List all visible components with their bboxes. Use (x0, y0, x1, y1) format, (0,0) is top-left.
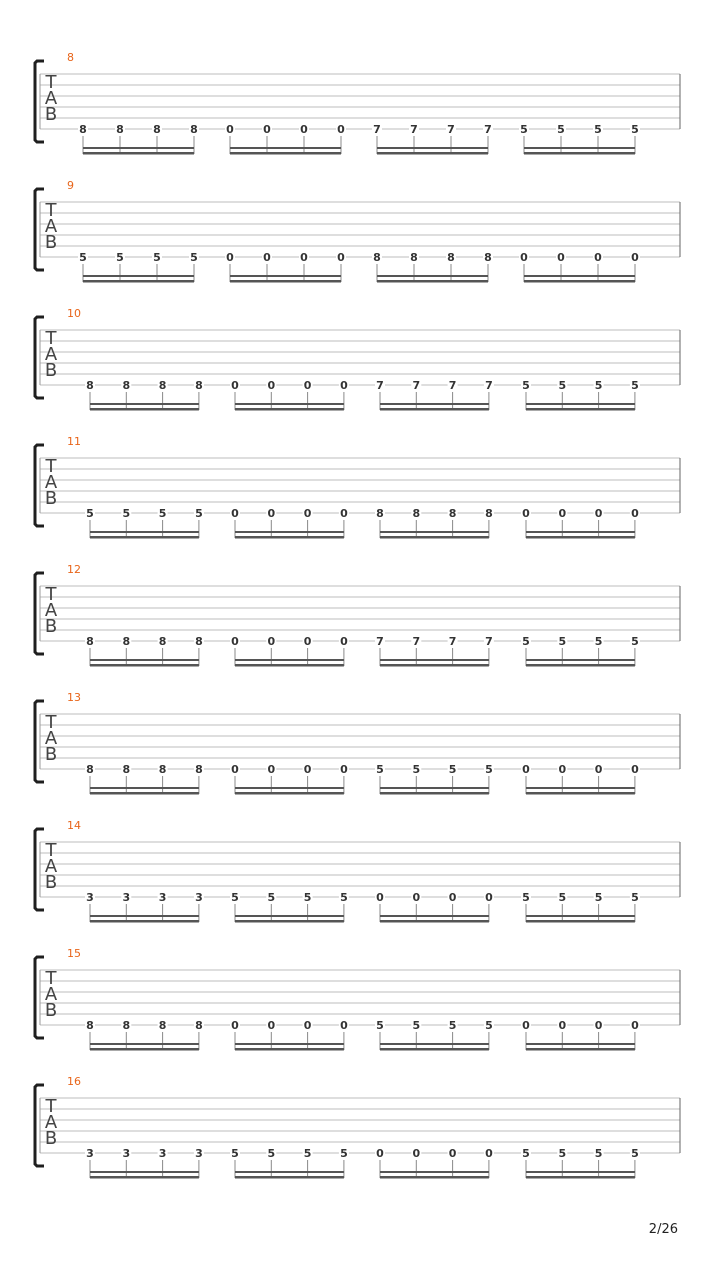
tab-system-9 (35, 179, 680, 283)
fret-number: 8 (86, 1019, 94, 1032)
fret-number: 0 (231, 1019, 239, 1032)
fret-number: 7 (447, 123, 455, 136)
fret-number: 5 (376, 1019, 384, 1032)
beam (90, 920, 199, 923)
beam (526, 920, 635, 923)
beam (235, 920, 344, 923)
fret-number: 0 (267, 1019, 276, 1032)
fret-number: 8 (79, 123, 87, 136)
fret-number: 0 (231, 379, 239, 392)
beam (83, 152, 194, 155)
beam (90, 787, 199, 789)
fret-number: 0 (448, 1147, 457, 1160)
beam (380, 664, 489, 667)
tab-clef-letter: T (45, 328, 57, 349)
beam (380, 787, 489, 789)
fret-number: 0 (337, 251, 345, 264)
fret-number: 8 (86, 379, 94, 392)
fret-number: 7 (448, 635, 457, 648)
beam (235, 792, 344, 795)
fret-number: 0 (558, 1019, 567, 1032)
beam (235, 408, 344, 411)
fret-number: 5 (122, 507, 131, 520)
fret-number: 0 (303, 507, 312, 520)
fret-number: 0 (231, 763, 239, 776)
beam (377, 147, 488, 149)
beam (526, 1043, 635, 1045)
fret-number: 8 (484, 251, 492, 264)
beam (526, 408, 635, 411)
fret-number: 0 (520, 251, 528, 264)
beam (380, 1048, 489, 1051)
beam (524, 147, 635, 149)
fret-number: 7 (484, 123, 492, 136)
fret-number: 0 (522, 1019, 530, 1032)
fret-number: 0 (267, 507, 276, 520)
fret-number: 8 (86, 763, 94, 776)
fret-number: 5 (631, 123, 639, 136)
fret-number: 5 (412, 1019, 421, 1032)
beam (380, 915, 489, 917)
beam (235, 531, 344, 533)
fret-number: 0 (231, 635, 239, 648)
fret-number: 0 (340, 1019, 348, 1032)
fret-number: 7 (376, 379, 384, 392)
beam (377, 152, 488, 155)
fret-number: 5 (522, 379, 530, 392)
fret-number: 0 (448, 891, 457, 904)
beam (90, 408, 199, 411)
fret-number: 8 (376, 507, 384, 520)
measure-number: 11 (67, 435, 81, 448)
fret-number: 0 (485, 1147, 493, 1160)
measure-number: 13 (67, 691, 81, 704)
fret-number: 5 (340, 891, 348, 904)
fret-number: 5 (558, 891, 567, 904)
fret-number: 5 (116, 251, 124, 264)
tab-system-12 (35, 563, 680, 667)
fret-number: 0 (303, 635, 312, 648)
beam (380, 1171, 489, 1173)
fret-number: 0 (594, 1019, 603, 1032)
fret-number: 8 (195, 635, 203, 648)
fret-number: 8 (122, 635, 131, 648)
fret-number: 5 (522, 1147, 530, 1160)
tab-clef-letter: A (44, 1112, 58, 1133)
fret-number: 8 (373, 251, 381, 264)
beam (526, 531, 635, 533)
fret-number: 5 (558, 635, 567, 648)
fret-number: 8 (190, 123, 198, 136)
beam (90, 1176, 199, 1179)
tab-clef-letter: A (44, 344, 58, 365)
beam (380, 536, 489, 539)
fret-number: 0 (376, 891, 384, 904)
fret-number: 0 (376, 1147, 384, 1160)
fret-number: 5 (267, 1147, 276, 1160)
fret-number: 0 (558, 763, 567, 776)
beam (90, 536, 199, 539)
tab-system-8 (35, 51, 680, 155)
beam (526, 664, 635, 667)
beam (380, 792, 489, 795)
tab-clef-letter: A (44, 216, 58, 237)
fret-number: 5 (303, 1147, 312, 1160)
fret-number: 0 (631, 763, 639, 776)
beam (83, 275, 194, 277)
fret-number: 5 (485, 1019, 493, 1032)
tab-clef-letter: A (44, 600, 58, 621)
fret-number: 5 (594, 1147, 603, 1160)
fret-number: 5 (158, 507, 167, 520)
beam (526, 403, 635, 405)
fret-number: 0 (340, 507, 348, 520)
fret-number: 5 (340, 1147, 348, 1160)
measure-number: 16 (67, 1075, 81, 1088)
fret-number: 8 (153, 123, 161, 136)
fret-number: 5 (522, 635, 530, 648)
fret-number: 7 (448, 379, 457, 392)
page-number: 2/26 (648, 1222, 678, 1237)
beam (377, 275, 488, 277)
beam (524, 275, 635, 277)
beam (380, 659, 489, 661)
fret-number: 8 (158, 635, 167, 648)
tab-clef-letter: T (45, 456, 57, 477)
fret-number: 3 (158, 891, 167, 904)
beam (526, 536, 635, 539)
fret-number: 0 (263, 251, 271, 264)
tab-system-15 (35, 947, 680, 1051)
fret-number: 8 (448, 507, 457, 520)
fret-number: 8 (447, 251, 455, 264)
beam (526, 1176, 635, 1179)
tab-clef-letter: A (44, 88, 58, 109)
fret-number: 8 (122, 763, 131, 776)
fret-number: 3 (195, 891, 203, 904)
fret-number: 0 (631, 1019, 639, 1032)
fret-number: 0 (557, 251, 565, 264)
measure-number: 12 (67, 563, 81, 576)
fret-number: 3 (122, 1147, 131, 1160)
fret-number: 0 (412, 891, 421, 904)
fret-number: 0 (594, 251, 602, 264)
fret-number: 5 (594, 123, 602, 136)
beam (380, 408, 489, 411)
beam (90, 792, 199, 795)
beam (235, 1171, 344, 1173)
tab-clef-letter: B (44, 1000, 58, 1021)
fret-number: 3 (158, 1147, 167, 1160)
fret-number: 0 (231, 507, 239, 520)
beam (380, 1043, 489, 1045)
fret-number: 7 (412, 635, 421, 648)
fret-number: 0 (303, 763, 312, 776)
beam (90, 1048, 199, 1051)
tab-system-16 (35, 1075, 680, 1179)
fret-number: 5 (485, 763, 493, 776)
fret-number: 5 (195, 507, 203, 520)
beam (90, 403, 199, 405)
fret-number: 0 (631, 507, 639, 520)
beam (90, 664, 199, 667)
fret-number: 0 (337, 123, 345, 136)
fret-number: 8 (195, 379, 203, 392)
fret-number: 8 (410, 251, 418, 264)
beam (235, 1048, 344, 1051)
beam (235, 1043, 344, 1045)
fret-number: 7 (412, 379, 421, 392)
beam (235, 915, 344, 917)
fret-number: 5 (86, 507, 94, 520)
fret-number: 0 (267, 763, 276, 776)
beam (230, 152, 341, 155)
tab-clef-letter: B (44, 1128, 58, 1149)
beam (526, 915, 635, 917)
fret-number: 8 (116, 123, 124, 136)
fret-number: 5 (520, 123, 528, 136)
fret-number: 3 (86, 1147, 94, 1160)
fret-number: 0 (263, 123, 271, 136)
measure-number: 10 (67, 307, 81, 320)
fret-number: 0 (340, 763, 348, 776)
fret-number: 5 (231, 891, 239, 904)
fret-number: 8 (195, 1019, 203, 1032)
tab-clef-letter: T (45, 840, 57, 861)
fret-number: 0 (226, 251, 234, 264)
beam (524, 152, 635, 155)
tab-clef-letter: T (45, 968, 57, 989)
fret-number: 5 (79, 251, 87, 264)
beam (230, 280, 341, 283)
beam (377, 280, 488, 283)
tab-clef-letter: T (45, 712, 57, 733)
beam (235, 659, 344, 661)
fret-number: 5 (594, 635, 603, 648)
fret-number: 0 (226, 123, 234, 136)
fret-number: 5 (631, 891, 639, 904)
fret-number: 0 (300, 123, 308, 136)
measure-number: 15 (67, 947, 81, 960)
tab-clef-letter: B (44, 232, 58, 253)
beam (90, 659, 199, 661)
beam (83, 147, 194, 149)
fret-number: 5 (631, 1147, 639, 1160)
fret-number: 0 (267, 635, 276, 648)
tab-clef-letter: T (45, 72, 57, 93)
tab-clef-letter: B (44, 360, 58, 381)
measure-number: 8 (67, 51, 74, 64)
fret-number: 5 (631, 379, 639, 392)
fret-number: 0 (340, 379, 348, 392)
fret-number: 8 (485, 507, 493, 520)
fret-number: 3 (195, 1147, 203, 1160)
fret-number: 0 (594, 763, 603, 776)
beam (230, 275, 341, 277)
beam (380, 920, 489, 923)
fret-number: 5 (594, 891, 603, 904)
beam (526, 787, 635, 789)
beam (380, 531, 489, 533)
fret-number: 8 (412, 507, 421, 520)
beam (526, 792, 635, 795)
fret-number: 0 (558, 507, 567, 520)
fret-number: 0 (340, 635, 348, 648)
fret-number: 5 (557, 123, 565, 136)
fret-number: 5 (153, 251, 161, 264)
fret-number: 8 (122, 1019, 131, 1032)
fret-number: 7 (376, 635, 384, 648)
tab-clef-letter: B (44, 488, 58, 509)
tab-clef-letter: A (44, 728, 58, 749)
fret-number: 7 (485, 635, 493, 648)
fret-number: 5 (376, 763, 384, 776)
tab-clef-letter: B (44, 104, 58, 125)
beam (235, 664, 344, 667)
fret-number: 8 (158, 763, 167, 776)
tab-clef-letter: T (45, 584, 57, 605)
beam (83, 280, 194, 283)
fret-number: 5 (631, 635, 639, 648)
fret-number: 5 (303, 891, 312, 904)
fret-number: 3 (86, 891, 94, 904)
tab-clef-letter: B (44, 744, 58, 765)
fret-number: 8 (158, 379, 167, 392)
tab-clef-letter: B (44, 872, 58, 893)
beam (526, 1048, 635, 1051)
fret-number: 7 (485, 379, 493, 392)
beam (230, 147, 341, 149)
tab-clef-letter: B (44, 616, 58, 637)
beam (526, 1171, 635, 1173)
beam (524, 280, 635, 283)
fret-number: 5 (558, 1147, 567, 1160)
fret-number: 0 (522, 763, 530, 776)
fret-number: 5 (558, 379, 567, 392)
fret-number: 5 (448, 1019, 457, 1032)
measure-number: 14 (67, 819, 81, 832)
beam (90, 531, 199, 533)
beam (380, 403, 489, 405)
fret-number: 5 (190, 251, 198, 264)
tab-system-14 (35, 819, 680, 923)
tab-clef-letter: T (45, 200, 57, 221)
fret-number: 0 (300, 251, 308, 264)
beam (90, 1171, 199, 1173)
tab-system-11 (35, 435, 680, 539)
fret-number: 0 (267, 379, 276, 392)
beam (90, 1043, 199, 1045)
fret-number: 8 (195, 763, 203, 776)
tab-clef-letter: A (44, 984, 58, 1005)
fret-number: 7 (373, 123, 381, 136)
fret-number: 5 (594, 379, 603, 392)
beam (235, 1176, 344, 1179)
tab-clef-letter: T (45, 1096, 57, 1117)
beam (235, 787, 344, 789)
fret-number: 0 (594, 507, 603, 520)
beam (526, 659, 635, 661)
fret-number: 8 (86, 635, 94, 648)
fret-number: 8 (158, 1019, 167, 1032)
fret-number: 0 (303, 1019, 312, 1032)
fret-number: 0 (631, 251, 639, 264)
fret-number: 5 (522, 891, 530, 904)
tab-system-10 (35, 307, 680, 411)
fret-number: 7 (410, 123, 418, 136)
fret-number: 5 (231, 1147, 239, 1160)
tab-system-13 (35, 691, 680, 795)
fret-number: 0 (485, 891, 493, 904)
fret-number: 0 (522, 507, 530, 520)
beam (380, 1176, 489, 1179)
beam (90, 915, 199, 917)
fret-number: 5 (267, 891, 276, 904)
beam (235, 536, 344, 539)
tab-clef-letter: A (44, 856, 58, 877)
fret-number: 5 (412, 763, 421, 776)
fret-number: 0 (412, 1147, 421, 1160)
tab-clef-letter: A (44, 472, 58, 493)
fret-number: 3 (122, 891, 131, 904)
measure-number: 9 (67, 179, 74, 192)
beam (235, 403, 344, 405)
fret-number: 0 (303, 379, 312, 392)
fret-number: 5 (448, 763, 457, 776)
fret-number: 8 (122, 379, 131, 392)
